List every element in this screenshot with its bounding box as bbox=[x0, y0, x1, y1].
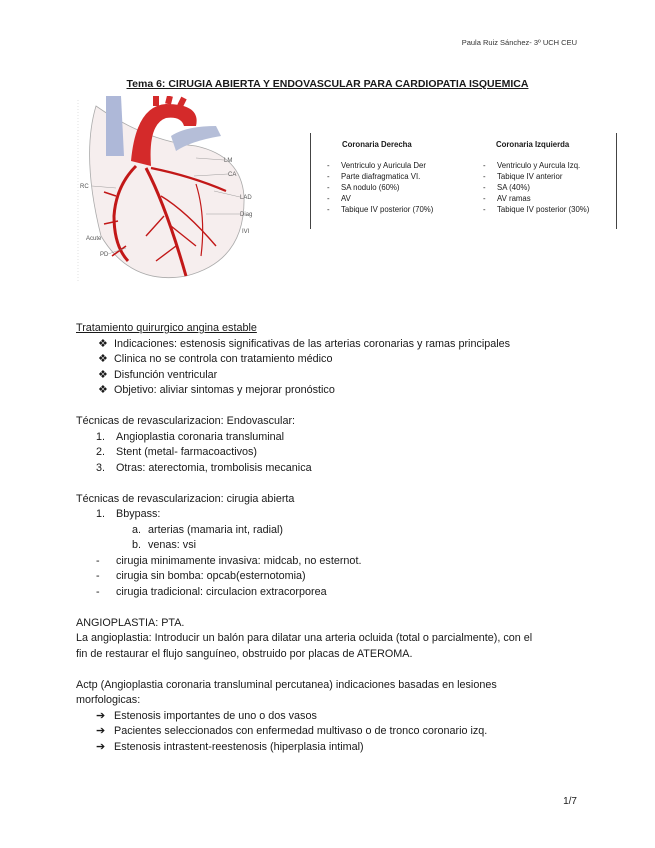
list-item: - SA nodulo (60%) bbox=[324, 182, 433, 193]
list-item: ❖ Disfunción ventricular bbox=[76, 368, 596, 384]
arrow-bullet-icon: ➔ bbox=[96, 725, 106, 737]
list-item: - Ventriculo y Auricula Der bbox=[324, 160, 433, 171]
list-item: - Tabique IV anterior bbox=[480, 171, 589, 182]
document-body bbox=[76, 321, 596, 755]
section-heading-surgical-treatment: Tratamiento quirurgico angina estable bbox=[76, 322, 257, 334]
list-item: ❖ Clinica no se controla con tratamiento médico bbox=[76, 352, 596, 368]
figure-label-ca: CA bbox=[228, 172, 237, 178]
list-item: a. arterias (mamaria int, radial) bbox=[132, 523, 283, 536]
list-item: 1. Angioplastia coronaria transluminal bbox=[96, 430, 285, 443]
page-header-author: Paula Ruiz Sánchez- 3º UCH CEU bbox=[461, 38, 577, 47]
right-coronary-list bbox=[324, 160, 433, 215]
figure-label-rc: RC bbox=[80, 184, 89, 190]
figure-label-acute: Acute bbox=[86, 236, 102, 242]
diamond-bullet-icon: ❖ bbox=[98, 353, 108, 365]
list-item: ❖ Indicaciones: estenosis significativas de las arterias coronarias y ramas principales bbox=[76, 337, 596, 353]
list-item: ➔ Pacientes seleccionados con enfermedad multivaso o de tronco coronario izq. bbox=[76, 724, 596, 740]
list-item: - Ventriculo y Aurcula Izq. bbox=[480, 160, 589, 171]
table-divider-left bbox=[310, 133, 311, 229]
right-coronary-heading: Coronaria Derecha bbox=[342, 140, 412, 149]
table-divider-right bbox=[616, 133, 617, 229]
list-item: ➔ Estenosis intrastent-reestenosis (hiperplasia intimal) bbox=[76, 740, 596, 756]
coronary-comparison-table bbox=[310, 133, 620, 229]
list-item: - cirugia sin bomba: opcab(esternotomia) bbox=[96, 570, 306, 582]
figure-label-diag: Diag bbox=[240, 212, 253, 218]
list-item: - cirugia minimamente invasiva: midcab, no esternot. bbox=[96, 554, 362, 567]
list-item: - cirugia tradicional: circulacion extracorporea bbox=[96, 585, 327, 598]
paragraph-line: morfologicas: bbox=[76, 694, 141, 706]
arrow-bullet-icon: ➔ bbox=[96, 740, 106, 753]
page-number: 1/7 bbox=[563, 796, 577, 807]
list-item: - SA (40%) bbox=[480, 182, 589, 193]
left-coronary-heading: Coronaria Izquierda bbox=[496, 140, 570, 149]
list-item: b. venas: vsi bbox=[132, 539, 197, 551]
paragraph-line: Actp (Angioplastia coronaria transluminal percutanea) indicaciones basadas en lesiones bbox=[76, 678, 497, 691]
figure-label-lad: LAD bbox=[240, 195, 252, 201]
arrow-bullet-icon: ➔ bbox=[96, 709, 106, 722]
figure-label-lm: LM bbox=[224, 158, 233, 164]
list-item: - AV ramas bbox=[480, 193, 589, 204]
section-heading-open-surgery: Técnicas de revascularizacion: cirugia abierta bbox=[76, 492, 295, 505]
list-item: ➔ Estenosis importantes de uno o dos vasos bbox=[76, 709, 596, 725]
list-item: 2. Stent (metal- farmacoactivos) bbox=[96, 446, 258, 458]
left-coronary-list bbox=[480, 160, 589, 215]
heart-illustration bbox=[76, 96, 271, 284]
figure-label-ivi: IVI bbox=[242, 229, 250, 235]
list-item: - AV bbox=[324, 193, 433, 204]
list-item: - Tabique IV posterior (70%) bbox=[324, 204, 433, 215]
list-item: ❖ Objetivo: aliviar sintomas y mejorar pronóstico bbox=[76, 383, 596, 399]
paragraph-line: La angioplastia: Introducir un balón para dilatar una arteria ocluida (total o parcialmente), con el bbox=[76, 632, 533, 644]
diamond-bullet-icon: ❖ bbox=[98, 368, 108, 381]
section-heading-endovascular: Técnicas de revascularizacion: Endovascular: bbox=[76, 415, 296, 427]
paragraph-line: fin de restaurar el flujo sanguíneo, obstruido por placas de ATEROMA. bbox=[76, 647, 413, 660]
list-item: - Tabique IV posterior (30%) bbox=[480, 204, 589, 215]
list-item: 3. Otras: aterectomia, trombolisis mecanica bbox=[96, 461, 312, 474]
list-item: 1. Bbypass: bbox=[96, 508, 161, 520]
diamond-bullet-icon: ❖ bbox=[98, 384, 108, 396]
figure-label-pd: PD bbox=[100, 252, 109, 258]
list-item: - Parte diafragmatica VI. bbox=[324, 171, 433, 182]
page-title: Tema 6: CIRUGIA ABIERTA Y ENDOVASCULAR PARA CARDIOPATIA ISQUEMICA bbox=[126, 78, 529, 90]
diamond-bullet-icon: ❖ bbox=[98, 337, 108, 350]
section-heading-angioplasty: ANGIOPLASTIA: PTA. bbox=[76, 616, 185, 629]
